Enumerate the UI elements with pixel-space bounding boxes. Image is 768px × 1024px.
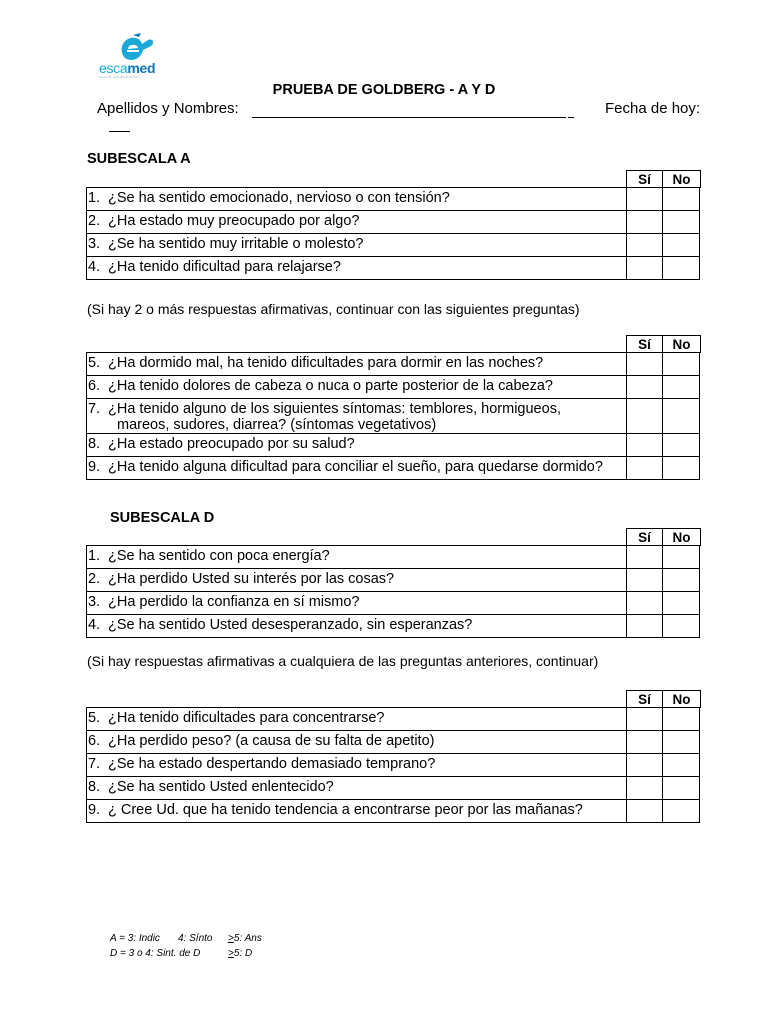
- question-row: 8. ¿Ha estado preocupado por su salud?: [87, 434, 700, 457]
- answer-yes-box[interactable]: [627, 777, 663, 800]
- answer-yes-box[interactable]: [627, 376, 663, 399]
- question-row: 9. ¿Ha tenido alguna dificultad para conciliar el sueño, para quedarse dormido?: [87, 457, 700, 480]
- names-field[interactable]: [252, 117, 566, 118]
- answer-no-box[interactable]: [663, 615, 700, 638]
- scoring-key-a: A = 3: Indic 4: Sínto >5: Ans: [110, 933, 262, 944]
- logo-wordmark: escamed: [99, 60, 156, 76]
- yes-header: Sí: [627, 336, 663, 353]
- answer-yes-box[interactable]: [627, 754, 663, 777]
- escamed-logo: [77, 32, 191, 80]
- no-header: No: [672, 530, 691, 545]
- subscale-a-table-1: [86, 187, 700, 280]
- answer-no-box[interactable]: [663, 754, 700, 777]
- answer-header: [626, 335, 701, 353]
- answer-yes-box[interactable]: [627, 800, 663, 823]
- answer-no-box[interactable]: [663, 211, 700, 234]
- date-label: Fecha de hoy:: [605, 100, 701, 117]
- answer-yes-box[interactable]: [627, 546, 663, 569]
- subscale-d-heading: SUBESCALA D: [110, 510, 215, 526]
- answer-yes-box[interactable]: [627, 434, 663, 457]
- yes-header: Sí: [627, 171, 663, 188]
- answer-no-box[interactable]: [663, 777, 700, 800]
- subscale-d-table-1: [86, 545, 700, 638]
- answer-no-box[interactable]: [663, 708, 700, 731]
- answer-yes-box[interactable]: [627, 353, 663, 376]
- answer-header: [626, 170, 701, 188]
- yes-header: Sí: [627, 529, 663, 546]
- page-title: PRUEBA DE GOLDBERG - A Y D: [272, 82, 496, 98]
- answer-yes-box[interactable]: [627, 592, 663, 615]
- yes-header: Sí: [627, 691, 663, 708]
- question-row: 9. ¿ Cree Ud. que ha tenido tendencia a encontrarse peor por las mañanas?: [87, 800, 700, 823]
- answer-no-box[interactable]: [663, 257, 700, 280]
- no-header: No: [672, 337, 691, 352]
- question-row: 6. ¿Ha perdido peso? (a causa de su falta de apetito): [87, 731, 700, 754]
- answer-no-box[interactable]: [663, 800, 700, 823]
- answer-yes-box[interactable]: [627, 188, 663, 211]
- answer-no-box[interactable]: [663, 188, 700, 211]
- subscale-d-table-2: [86, 707, 700, 823]
- answer-no-box[interactable]: [663, 546, 700, 569]
- answer-no-box[interactable]: [663, 434, 700, 457]
- answer-no-box[interactable]: [663, 569, 700, 592]
- answer-yes-box[interactable]: [627, 234, 663, 257]
- question-row: 7. ¿Se ha estado despertando demasiado temprano?: [87, 754, 700, 777]
- logo-tagline: SALUD OCUPACIONAL: [99, 75, 140, 79]
- no-header: No: [672, 692, 691, 707]
- subscale-a-heading: SUBESCALA A: [87, 151, 191, 167]
- question-row: 5. ¿Ha tenido dificultades para concentrarse?: [87, 708, 700, 731]
- names-label: Apellidos y Nombres:: [97, 100, 239, 117]
- answer-header: [626, 690, 701, 708]
- question-row: 7. ¿Ha tenido alguno de los siguientes síntomas: temblores, hormigueos, mareos, sudores, diarrea? (síntomas vegetativos): [87, 399, 700, 434]
- question-row: 2. ¿Ha perdido Usted su interés por las cosas?: [87, 569, 700, 592]
- scoring-key-d: D = 3 o 4: Sint. de D >5: D: [110, 948, 253, 959]
- question-row: 4. ¿Ha tenido dificultad para relajarse?: [87, 257, 700, 280]
- question-row: 5. ¿Ha dormido mal, ha tenido dificultades para dormir en las noches?: [87, 353, 700, 376]
- answer-no-box[interactable]: [663, 234, 700, 257]
- question-row: 8. ¿Se ha sentido Usted enlentecido?: [87, 777, 700, 800]
- answer-header: [626, 528, 701, 546]
- no-header: No: [672, 172, 691, 187]
- answer-yes-box[interactable]: [627, 569, 663, 592]
- answer-no-box[interactable]: [663, 376, 700, 399]
- answer-yes-box[interactable]: [627, 457, 663, 480]
- subscale-a-table-2: [86, 352, 700, 480]
- question-row: 2. ¿Ha estado muy preocupado por algo?: [87, 211, 700, 234]
- answer-no-box[interactable]: [663, 592, 700, 615]
- answer-no-box[interactable]: [663, 353, 700, 376]
- answer-no-box[interactable]: [663, 399, 700, 434]
- subscale-a-instruction: (Si hay 2 o más respuestas afirmativas, continuar con las siguientes preguntas): [87, 301, 580, 317]
- question-row: 4. ¿Se ha sentido Usted desesperanzado, sin esperanzas?: [87, 615, 700, 638]
- answer-no-box[interactable]: [663, 457, 700, 480]
- answer-no-box[interactable]: [663, 731, 700, 754]
- question-row: 3. ¿Ha perdido la confianza en sí mismo?: [87, 592, 700, 615]
- question-row: 6. ¿Ha tenido dolores de cabeza o nuca o parte posterior de la cabeza?: [87, 376, 700, 399]
- answer-yes-box[interactable]: [627, 211, 663, 234]
- question-row: 3. ¿Se ha sentido muy irritable o molesto?: [87, 234, 700, 257]
- subscale-d-instruction: (Si hay respuestas afirmativas a cualquiera de las preguntas anteriores, continuar): [87, 653, 599, 669]
- date-field[interactable]: [109, 131, 130, 132]
- question-row: 1. ¿Se ha sentido con poca energía?: [87, 546, 700, 569]
- question-row: 1. ¿Se ha sentido emocionado, nervioso o con tensión?: [87, 188, 700, 211]
- answer-yes-box[interactable]: [627, 615, 663, 638]
- answer-yes-box[interactable]: [627, 257, 663, 280]
- answer-yes-box[interactable]: [627, 708, 663, 731]
- answer-yes-box[interactable]: [627, 399, 663, 434]
- answer-yes-box[interactable]: [627, 731, 663, 754]
- names-field-tail: [568, 117, 574, 118]
